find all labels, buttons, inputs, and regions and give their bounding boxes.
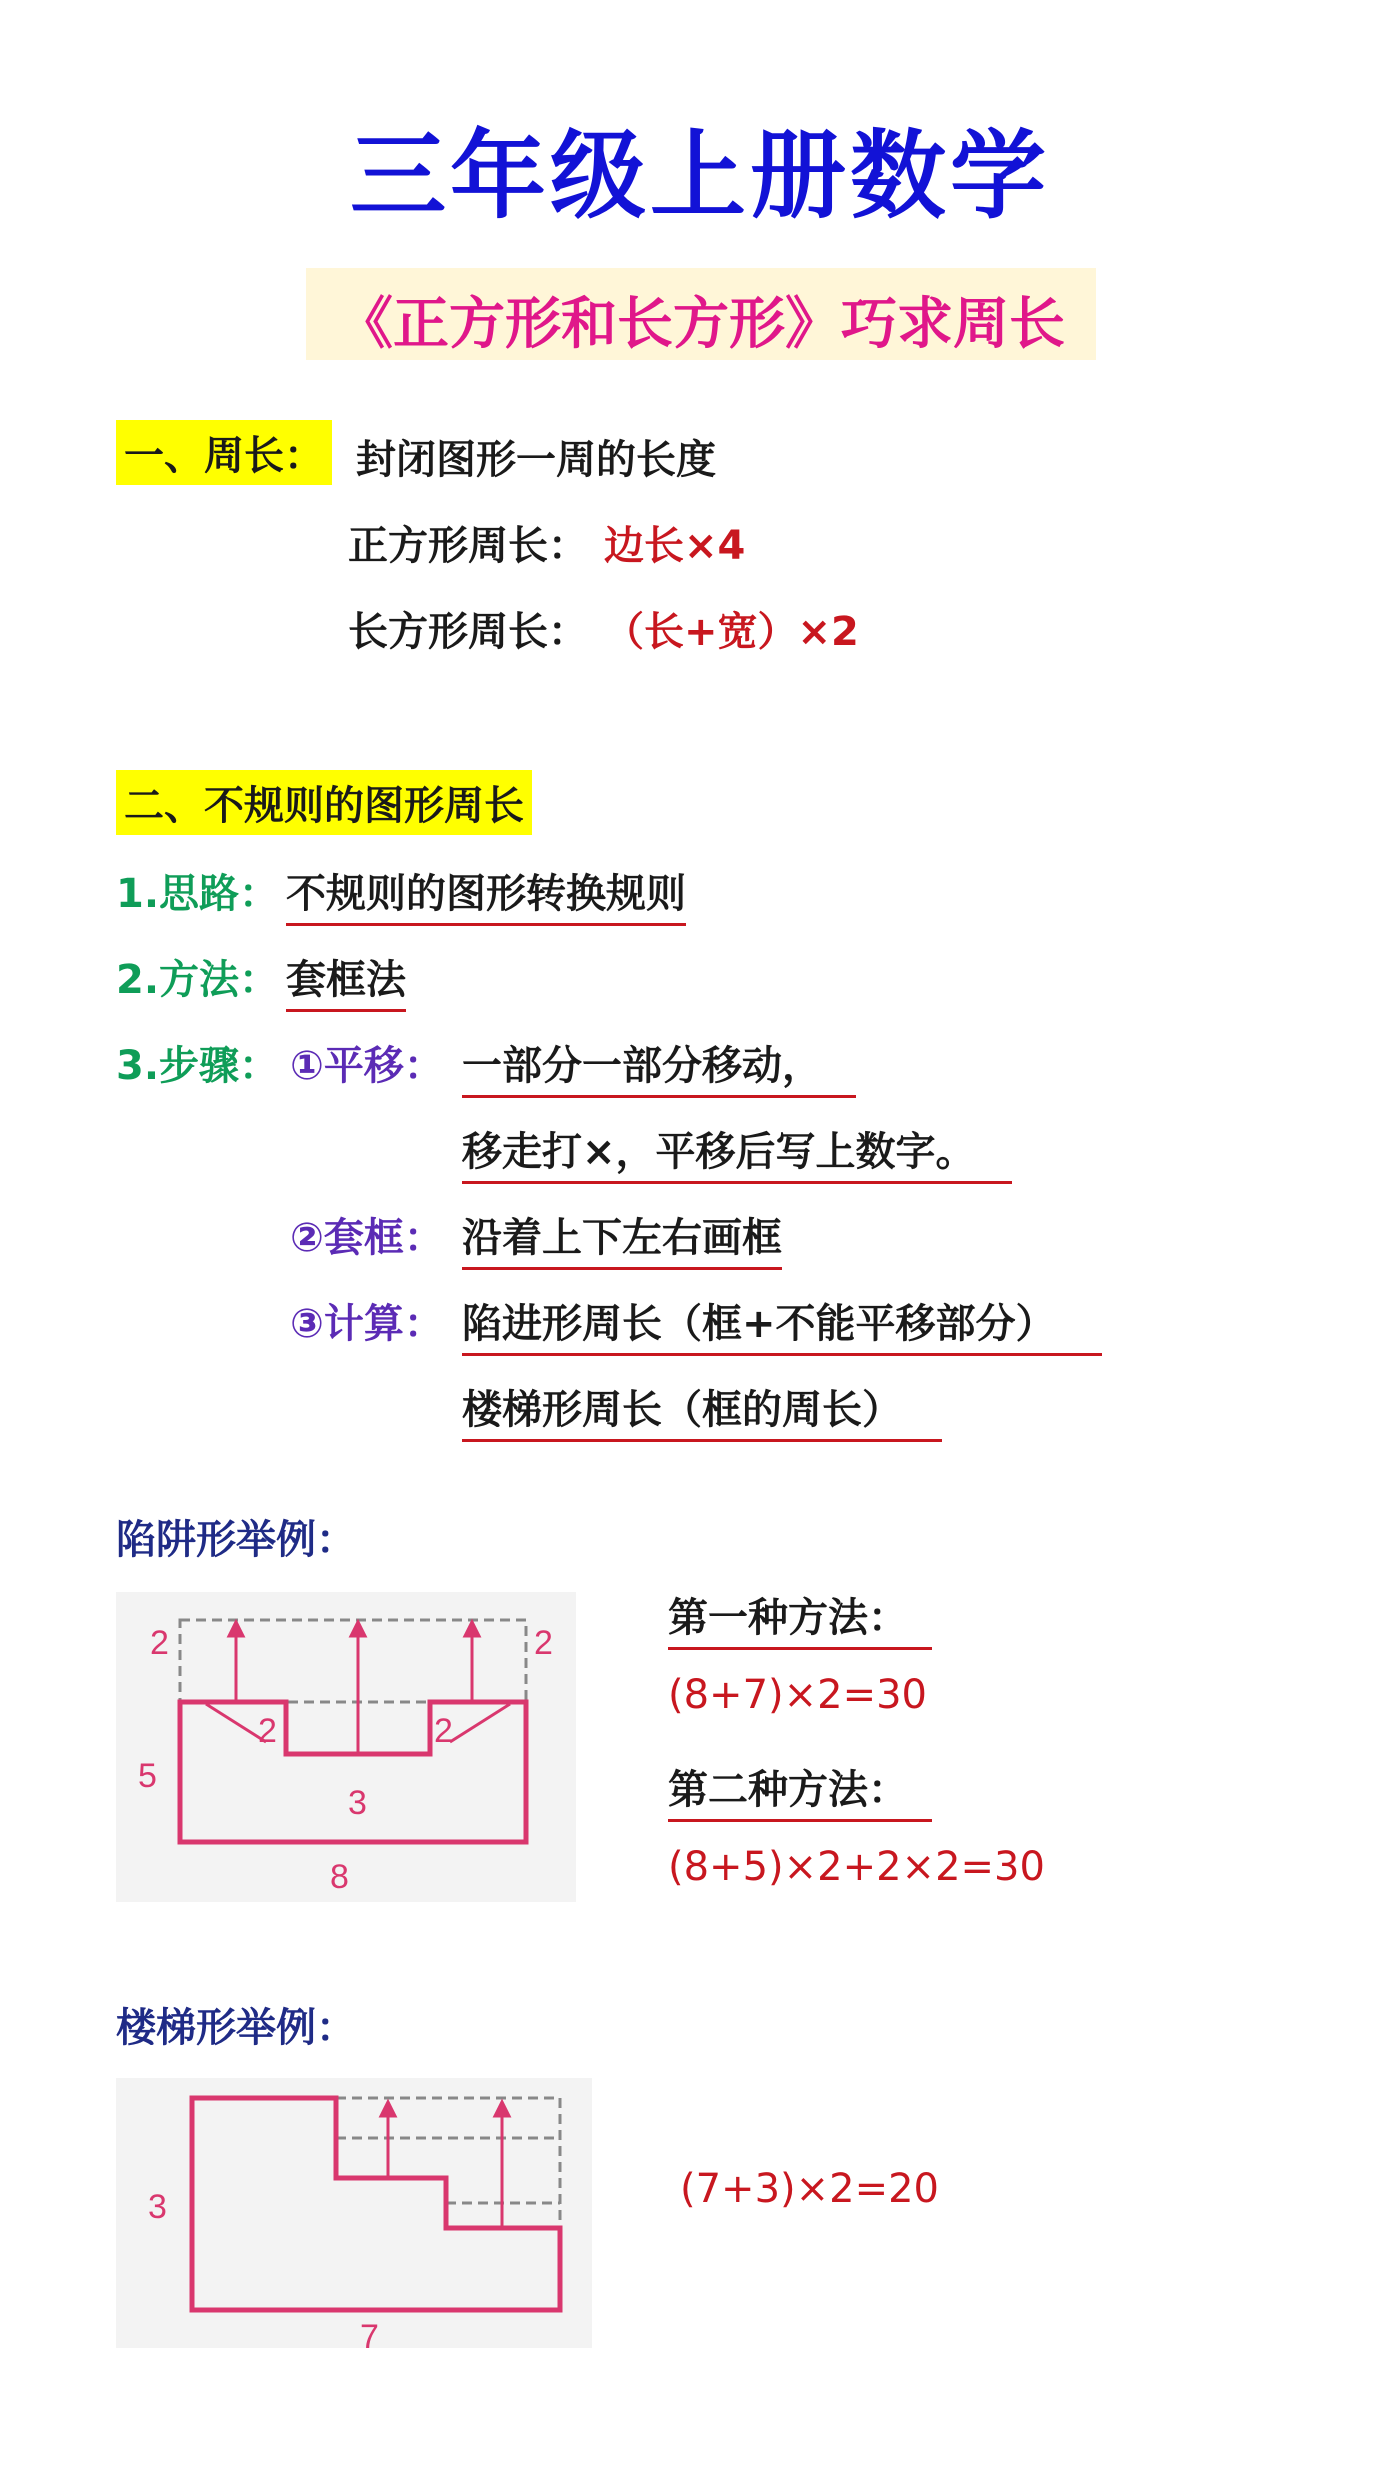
- main-title: 三年级上册数学: [350, 120, 1050, 232]
- trap-method2-label: 第二种方法：: [668, 1758, 932, 1822]
- stair-formula: (7+3)×2=20: [680, 2166, 940, 2212]
- perimeter-definition: 封闭图形一周的长度: [356, 437, 716, 483]
- step1-label: ①平移：: [290, 1043, 444, 1089]
- idea-label: 1.思路：: [116, 871, 280, 917]
- idea-text: 不规则的图形转换规则: [286, 862, 686, 926]
- rect-perimeter-formula: （长+宽）×2: [604, 609, 859, 655]
- step3-line2: 楼梯形周长（框的周长）: [462, 1378, 942, 1442]
- trap-label-notch-left: 2: [258, 1712, 277, 1750]
- trap-label-left: 5: [138, 1757, 157, 1795]
- stair-example-heading: 楼梯形举例：: [116, 2005, 356, 2051]
- trap-method2-formula: (8+5)×2+2×2=30: [668, 1844, 1045, 1890]
- method-text: 套框法: [286, 948, 406, 1012]
- square-perimeter-formula: 边长×4: [604, 523, 746, 569]
- step3-line1: 陷进形周长（框+不能平移部分）: [462, 1292, 1102, 1356]
- trap-label-notch-right: 2: [434, 1712, 453, 1750]
- trap-shape-diagram: [116, 1592, 576, 1902]
- step2-label: ②套框：: [290, 1215, 444, 1261]
- step1-line1: 一部分一部分移动，: [462, 1034, 856, 1098]
- trap-label-top-left: 2: [150, 1624, 169, 1662]
- trap-label-top-right: 2: [534, 1624, 553, 1662]
- square-perimeter-label: 正方形周长：: [348, 523, 588, 569]
- step2-text: 沿着上下左右画框: [462, 1206, 782, 1270]
- trap-label-bottom: 8: [330, 1858, 349, 1896]
- trap-label-notch-bottom: 3: [348, 1784, 367, 1822]
- section1-heading: 一、周长：: [116, 420, 332, 485]
- trap-example-heading: 陷阱形举例：: [116, 1517, 356, 1563]
- steps-label: 3.步骤：: [116, 1043, 280, 1089]
- stair-shape-diagram: [116, 2078, 592, 2348]
- section2-heading: 二、不规则的图形周长: [116, 770, 532, 835]
- trap-method1-formula: (8+7)×2=30: [668, 1672, 928, 1718]
- step3-label: ③计算：: [290, 1301, 444, 1347]
- subtitle: 《正方形和长方形》巧求周长: [337, 292, 1065, 357]
- method-label: 2.方法：: [116, 957, 280, 1003]
- rect-perimeter-label: 长方形周长：: [348, 609, 588, 655]
- stair-label-bottom: 7: [360, 2318, 379, 2348]
- trap-method1-label: 第一种方法：: [668, 1586, 932, 1650]
- step1-line2: 移走打×，平移后写上数字。: [462, 1120, 1012, 1184]
- stair-label-left: 3: [148, 2188, 167, 2226]
